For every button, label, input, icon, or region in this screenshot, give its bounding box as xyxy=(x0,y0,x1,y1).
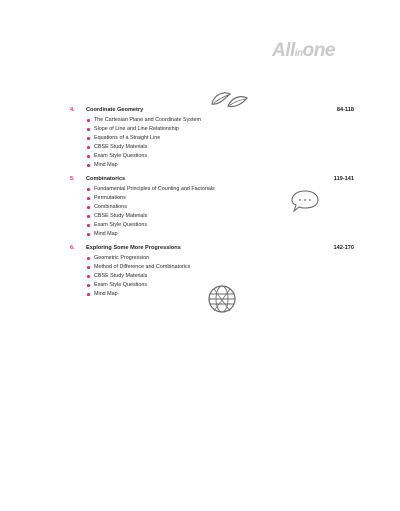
list-item: Combinations xyxy=(86,203,354,212)
list-item: Exam Style Questions xyxy=(86,152,354,161)
list-item: Permutations xyxy=(86,194,354,203)
publisher-logo xyxy=(272,40,362,64)
chapter-title: Exploring Some More Progressions xyxy=(86,245,181,251)
chapter-pages: 84-118 xyxy=(336,107,354,113)
chapter-number: 5. xyxy=(70,176,75,182)
logo-part-one: one xyxy=(302,40,335,61)
list-item: Exam Style Questions xyxy=(86,281,354,290)
list-item: Mind Map xyxy=(86,230,354,239)
speech-bubble-icon xyxy=(290,188,320,214)
list-item: Slope of Line and Line Relationship xyxy=(86,125,354,134)
chapter-title: Combinatorics xyxy=(86,176,126,182)
logo-part-in: in xyxy=(294,48,303,59)
chapter-heading xyxy=(70,174,354,185)
list-item: Equations of a Straight Line xyxy=(86,134,354,143)
chapter-4 xyxy=(70,105,354,170)
list-item: CBSE Study Materials xyxy=(86,143,354,152)
list-item: The Cartesian Plane and Coordinate System xyxy=(86,116,354,125)
chapter-number: 6. xyxy=(70,245,75,251)
globe-icon xyxy=(206,283,238,315)
chapter-heading xyxy=(70,105,354,116)
chapter-title: Coordinate Geometry xyxy=(86,107,144,113)
chapter-pages: 142-170 xyxy=(333,245,354,251)
topic-list xyxy=(70,116,354,170)
list-item: Mind Map xyxy=(86,161,354,170)
chapter-heading xyxy=(70,243,354,254)
list-item: Method of Difference and Combinatorics xyxy=(86,263,354,272)
list-item: CBSE Study Materials xyxy=(86,272,354,281)
list-item: CBSE Study Materials xyxy=(86,212,354,221)
list-item: Fundamental Principles of Counting and Factorials xyxy=(86,185,354,194)
list-item: Mind Map xyxy=(86,290,354,299)
list-item: Exam Style Questions xyxy=(86,221,354,230)
logo-part-all: All xyxy=(272,40,295,61)
chapter-number: 4. xyxy=(70,107,75,113)
chapter-pages: 119-141 xyxy=(333,176,354,182)
list-item: Geometric Progression xyxy=(86,254,354,263)
